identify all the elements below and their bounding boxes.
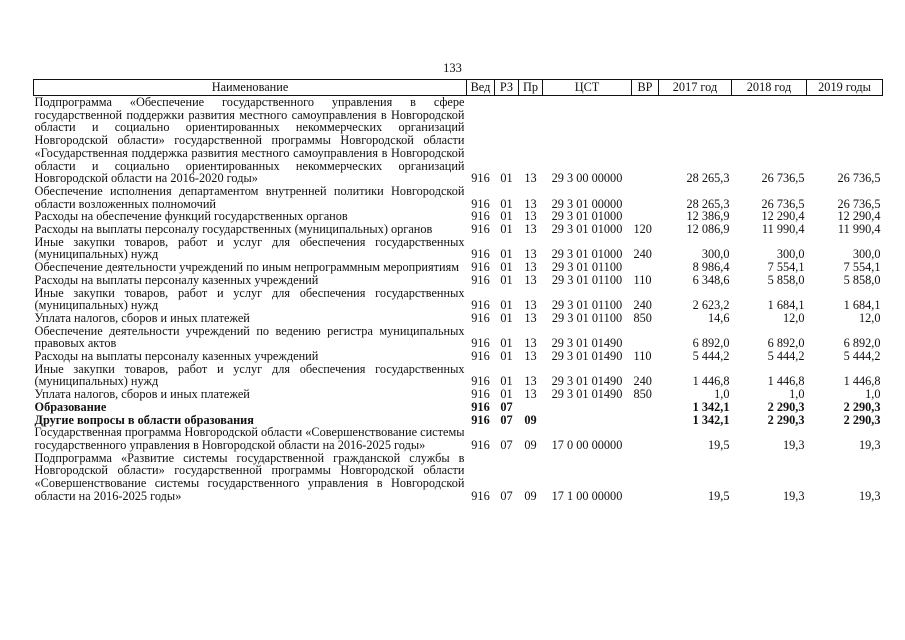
- cell-2018: 1 684,1: [767, 298, 805, 313]
- cell-2017: 2 623,2: [692, 298, 730, 313]
- cell-rz: 01: [500, 209, 513, 224]
- header-2019: 2019 годы: [807, 80, 883, 96]
- cell-ved: 916: [471, 222, 490, 237]
- cell-pr: 13: [524, 272, 537, 287]
- cell-2017: 1 446,8: [692, 374, 730, 389]
- cell-vr: 120: [633, 222, 652, 237]
- cell-2017: 19,5: [707, 437, 730, 452]
- cell-pr: 09: [524, 412, 537, 427]
- cell-vr: [632, 96, 659, 185]
- cell-2018: 26 736,5: [761, 196, 805, 211]
- cell-cst: 29 3 01 01490: [551, 387, 623, 402]
- cell-2018: 5 858,0: [767, 272, 805, 287]
- cell-rz: 01: [500, 374, 513, 389]
- header-name: Наименование: [34, 80, 467, 96]
- cell-rz: 07: [500, 437, 513, 452]
- cell-ved: 916: [471, 310, 490, 325]
- table-row: [34, 287, 883, 312]
- cell-name: Расходы на выплаты персоналу государственных (муниципальных) органов: [34, 222, 433, 237]
- header-rz: РЗ: [495, 80, 519, 96]
- cell-cst: [543, 414, 632, 427]
- table-row: [34, 452, 883, 503]
- cell-2019: 1,0: [865, 387, 881, 402]
- cell-2019: 1 684,1: [843, 298, 881, 313]
- table-row: [34, 261, 883, 274]
- cell-name: Иные закупки товаров, работ и услуг для обеспечения государственных (муниципальных) нужд: [34, 285, 465, 313]
- cell-rz: 01: [500, 260, 513, 275]
- cell-cst: 29 3 01 01100: [551, 272, 623, 287]
- header-pr: Пр: [519, 80, 543, 96]
- table-row: [34, 363, 883, 388]
- cell-2018: 2 290,3: [767, 412, 805, 427]
- cell-ved: 916: [471, 336, 490, 351]
- cell-rz: 01: [500, 196, 513, 211]
- cell-name: Иные закупки товаров, работ и услуг для обеспечения государственных (муниципальных) нужд: [34, 361, 465, 389]
- cell-ved: 916: [471, 196, 490, 211]
- cell-pr: [519, 401, 543, 414]
- cell-name: Подпрограмма «Развитие системы государственной гражданской службы в Новгородской области» государственной программы Новгородской области «Совершенствование системы государственного управления в Новгородской области на 2016-2025 годы»: [34, 450, 465, 503]
- header-ved: Вед: [467, 80, 495, 96]
- cell-ved: 916: [471, 488, 490, 503]
- table-header-row: [34, 80, 883, 96]
- cell-rz: 01: [500, 272, 513, 287]
- cell-2019: 5 444,2: [843, 349, 881, 364]
- cell-name: Расходы на выплаты персоналу казенных учреждений: [34, 349, 319, 364]
- table-body: [34, 96, 883, 503]
- cell-2019: 19,3: [858, 437, 881, 452]
- cell-name: Образование: [34, 399, 107, 414]
- cell-ved: 916: [471, 349, 490, 364]
- cell-name: Расходы на выплаты персоналу казенных учреждений: [34, 272, 319, 287]
- cell-2019: 12,0: [858, 310, 881, 325]
- budget-table: [33, 79, 883, 503]
- cell-rz: 01: [500, 247, 513, 262]
- cell-vr: 850: [633, 310, 652, 325]
- cell-2018: 12,0: [782, 310, 805, 325]
- cell-2017: 6 892,0: [692, 336, 730, 351]
- cell-2017: 6 348,6: [692, 272, 730, 287]
- table-row: [34, 388, 883, 401]
- cell-2017: 28 265,3: [686, 171, 730, 186]
- cell-ved: 916: [471, 412, 490, 427]
- cell-ved: 916: [471, 298, 490, 313]
- cell-vr: [632, 401, 659, 414]
- cell-vr: 240: [633, 247, 652, 262]
- table-row: [34, 96, 883, 185]
- cell-2018: 1,0: [789, 387, 805, 402]
- cell-cst: 29 3 01 01490: [551, 374, 623, 389]
- cell-vr: [632, 414, 659, 427]
- cell-2018: 1 446,8: [767, 374, 805, 389]
- table-row: [34, 236, 883, 261]
- cell-name: Иные закупки товаров, работ и услуг для обеспечения государственных (муниципальных) нужд: [34, 234, 465, 262]
- cell-name: Обеспечение деятельности учреждений по ведению регистра муниципальных правовых актов: [34, 323, 465, 351]
- cell-2018: 26 736,5: [761, 171, 805, 186]
- table-row: [34, 274, 883, 287]
- cell-ved: 916: [471, 171, 490, 186]
- cell-2019: 6 892,0: [843, 336, 881, 351]
- cell-rz: 07: [500, 412, 513, 427]
- cell-name: Другие вопросы в области образования: [34, 412, 254, 427]
- cell-cst: 29 3 01 01000: [551, 247, 623, 262]
- cell-ved: 916: [471, 437, 490, 452]
- cell-cst: 29 3 01 01100: [551, 310, 623, 325]
- cell-rz: 07: [500, 399, 513, 414]
- cell-cst: 17 0 00 00000: [551, 437, 623, 452]
- cell-name: Уплата налогов, сборов и иных платежей: [34, 387, 250, 402]
- cell-2017: 1 342,1: [692, 412, 730, 427]
- cell-ved: 916: [471, 387, 490, 402]
- cell-cst: 29 3 01 01000: [551, 222, 623, 237]
- cell-2019: 12 290,4: [837, 209, 881, 224]
- cell-cst: 29 3 01 01490: [551, 349, 623, 364]
- cell-pr: 13: [524, 387, 537, 402]
- cell-rz: 01: [500, 387, 513, 402]
- cell-cst: 29 3 01 01100: [551, 260, 623, 275]
- cell-2019: 5 858,0: [843, 272, 881, 287]
- cell-2019: 19,3: [858, 488, 881, 503]
- cell-vr: [632, 325, 659, 350]
- cell-cst: 29 3 01 01000: [551, 209, 623, 224]
- cell-rz: 01: [500, 349, 513, 364]
- cell-2017: 19,5: [707, 488, 730, 503]
- cell-2017: 5 444,2: [692, 349, 730, 364]
- header-cst: ЦСТ: [543, 80, 632, 96]
- table-row: [34, 426, 883, 451]
- page-number: 133: [443, 61, 462, 75]
- cell-2018: 12 290,4: [761, 209, 805, 224]
- cell-2019: 2 290,3: [843, 412, 881, 427]
- cell-vr: 240: [633, 374, 652, 389]
- cell-2019: 300,0: [852, 247, 881, 262]
- cell-2018: 11 990,4: [761, 222, 805, 237]
- cell-vr: 240: [633, 298, 652, 313]
- cell-vr: [632, 185, 659, 210]
- cell-pr: 09: [524, 488, 537, 503]
- cell-pr: 09: [524, 437, 537, 452]
- cell-pr: 13: [524, 247, 537, 262]
- cell-rz: 01: [500, 310, 513, 325]
- cell-pr: 13: [524, 336, 537, 351]
- cell-2019: 11 990,4: [837, 222, 881, 237]
- cell-name: Подпрограмма «Обеспечение государственного управления в сфере государственной поддержки развития местного самоуправления в Новгородской области и социально ориентированных некоммерческих организаций Новгородской области» государственной программы Новгородской области «Государственная поддержка развития местного самоуправления в Новгородской области и социально ориентированных некоммерческих организаций Новгородской области на 2016-2020 годы»: [34, 95, 465, 186]
- table-row: [34, 223, 883, 236]
- cell-pr: 13: [524, 222, 537, 237]
- cell-2017: 12 086,9: [686, 222, 730, 237]
- cell-vr: [632, 426, 659, 451]
- cell-2019: 26 736,5: [837, 171, 881, 186]
- cell-2018: 2 290,3: [767, 399, 805, 414]
- table-row: [34, 185, 883, 210]
- cell-name: Обеспечение исполнения департаментом внутренней политики Новгородской области возложенных полномочий: [34, 183, 465, 211]
- cell-2017: 8 986,4: [692, 260, 730, 275]
- header-2017: 2017 год: [659, 80, 732, 96]
- header-vr: ВР: [632, 80, 659, 96]
- cell-2017: 12 386,9: [686, 209, 730, 224]
- cell-2017: 28 265,3: [686, 196, 730, 211]
- cell-ved: 916: [471, 260, 490, 275]
- cell-cst: 29 3 01 01100: [551, 298, 623, 313]
- table-row: [34, 401, 883, 414]
- cell-rz: 01: [500, 222, 513, 237]
- cell-pr: 13: [524, 209, 537, 224]
- cell-2017: 1 342,1: [692, 399, 730, 414]
- cell-cst: 17 1 00 00000: [551, 488, 623, 503]
- cell-rz: 07: [500, 488, 513, 503]
- cell-pr: 13: [524, 171, 537, 186]
- cell-rz: 01: [500, 336, 513, 351]
- cell-pr: 13: [524, 196, 537, 211]
- cell-vr: [632, 452, 659, 503]
- cell-2018: 7 554,1: [767, 260, 805, 275]
- cell-pr: 13: [524, 374, 537, 389]
- table-row: [34, 325, 883, 350]
- cell-cst: 29 3 01 00000: [551, 196, 623, 211]
- table-row: [34, 350, 883, 363]
- cell-name: Расходы на обеспечение функций государственных органов: [34, 209, 348, 224]
- cell-pr: 13: [524, 298, 537, 313]
- cell-ved: 916: [471, 272, 490, 287]
- cell-vr: [632, 261, 659, 274]
- cell-pr: 13: [524, 310, 537, 325]
- cell-vr: 110: [633, 272, 652, 287]
- table-row: [34, 312, 883, 325]
- cell-2018: 6 892,0: [767, 336, 805, 351]
- cell-2017: 1,0: [714, 387, 730, 402]
- cell-2019: 2 290,3: [843, 399, 881, 414]
- header-2018: 2018 год: [732, 80, 807, 96]
- cell-2018: 300,0: [776, 247, 805, 262]
- cell-vr: 110: [633, 349, 652, 364]
- cell-cst: 29 3 00 00000: [551, 171, 623, 186]
- cell-vr: 850: [633, 387, 652, 402]
- cell-name: Обеспечение деятельности учреждений по иным непрограммным мероприятиям: [34, 260, 460, 275]
- cell-ved: 916: [471, 374, 490, 389]
- cell-ved: 916: [471, 247, 490, 262]
- cell-ved: 916: [471, 399, 490, 414]
- cell-2018: 5 444,2: [767, 349, 805, 364]
- cell-cst: [543, 401, 632, 414]
- cell-pr: 13: [524, 260, 537, 275]
- cell-name: Уплата налогов, сборов и иных платежей: [34, 310, 250, 325]
- cell-2019: 7 554,1: [843, 260, 881, 275]
- cell-2019: 1 446,8: [843, 374, 881, 389]
- cell-pr: 13: [524, 349, 537, 364]
- cell-rz: 01: [500, 298, 513, 313]
- cell-cst: 29 3 01 01490: [551, 336, 623, 351]
- cell-2018: 19,3: [782, 488, 805, 503]
- cell-rz: 01: [500, 171, 513, 186]
- cell-2019: 26 736,5: [837, 196, 881, 211]
- cell-2018: 19,3: [782, 437, 805, 452]
- cell-name: Государственная программа Новгородской области «Совершенствование системы государственного управления в Новгородской области на 2016-2025 годы»: [34, 425, 465, 452]
- cell-ved: 916: [471, 209, 490, 224]
- cell-2017: 14,6: [707, 310, 730, 325]
- cell-2017: 300,0: [701, 247, 730, 262]
